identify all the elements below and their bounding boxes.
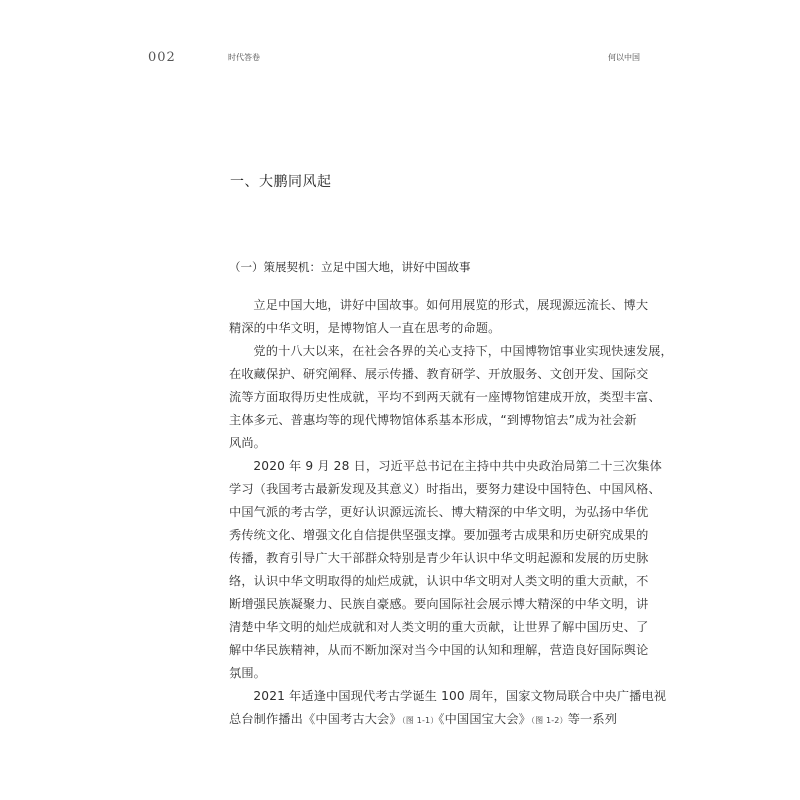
text-line: 流等方面取得历史性成就，平均不到两天就有一座博物馆建成开放，类型丰富、: [229, 390, 661, 404]
chapter-title: 一、大鹏同风起: [230, 174, 332, 190]
running-head-book-title: 时代答卷: [228, 53, 260, 62]
page-number: 002: [148, 50, 176, 65]
text-line: 2020 年 9 月 28 日，习近平总书记在主持中共中央政治局第二十三次集体: [253, 459, 662, 473]
text-line: 络，认识中华文明取得的灿烂成就，认识中华文明对人类文明的重大贡献，不: [229, 574, 649, 588]
figure-reference: （图 1-2）: [531, 716, 568, 725]
text-line: 清楚中华文明的灿烂成就和对人类文明的重大贡献，让世界了解中国历史、了: [229, 620, 649, 634]
figure-reference: （图 1-1）: [401, 716, 439, 725]
body-text: [229, 294, 673, 732]
running-head-chapter: 何以中国: [608, 53, 640, 62]
text-line: 学习（我国考古最新发现及其意义）时指出，要努力建设中国特色、中国风格、: [229, 482, 661, 496]
section-title: （一）策展契机：立足中国大地，讲好中国故事: [229, 260, 471, 274]
text-line: 风尚。: [229, 436, 267, 450]
text-line: 氛围。: [229, 666, 267, 680]
text-line: 传播，教育引导广大干部群众特别是青少年认识中华文明起源和发展的历史脉: [229, 551, 649, 565]
text-line: 2021 年适逢中国现代考古学诞生 100 周年，国家文物局联合中央广播电视: [253, 689, 667, 703]
text-segment: 等一系列: [567, 712, 618, 726]
text-line-with-figure-refs: [229, 708, 634, 732]
paragraph-3: [229, 455, 662, 685]
text-line: 党的十八大以来，在社会各界的关心支持下，中国博物馆事业实现快速发展，: [253, 344, 673, 358]
paragraph-1: [229, 294, 649, 340]
text-line: 精深的中华文明，是博物馆人一直在思考的命题。: [229, 321, 501, 335]
text-segment: 总台制作播出《中国考古大会》: [229, 712, 402, 726]
text-line: 断增强民族凝聚力、民族自豪感。要向国际社会展示博大精深的中华文明，讲: [229, 597, 649, 611]
paragraph-2: [229, 340, 673, 455]
paragraph-4: [229, 685, 667, 732]
text-line: 中国气派的考古学，更好认识源远流长、博大精深的中华文明，为弘扬中华优: [229, 505, 649, 519]
text-line: 立足中国大地，讲好中国故事。如何用展览的形式，展现源远流长、博大: [253, 298, 649, 312]
text-line: 主体多元、普惠均等的现代博物馆体系基本形成，“到博物馆去”成为社会新: [229, 413, 637, 427]
text-line: 在收藏保护、研究阐释、展示传播、教育研学、开放服务、文创开发、国际交: [229, 367, 649, 381]
text-line: 秀传统文化、增强文化自信提供坚强支撑。要加强考古成果和历史研究成果的: [229, 528, 649, 542]
text-line: 解中华民族精神，从而不断加深对当今中国的认知和理解，营造良好国际舆论: [229, 643, 649, 657]
text-segment: 《中国国宝大会》: [438, 712, 532, 726]
